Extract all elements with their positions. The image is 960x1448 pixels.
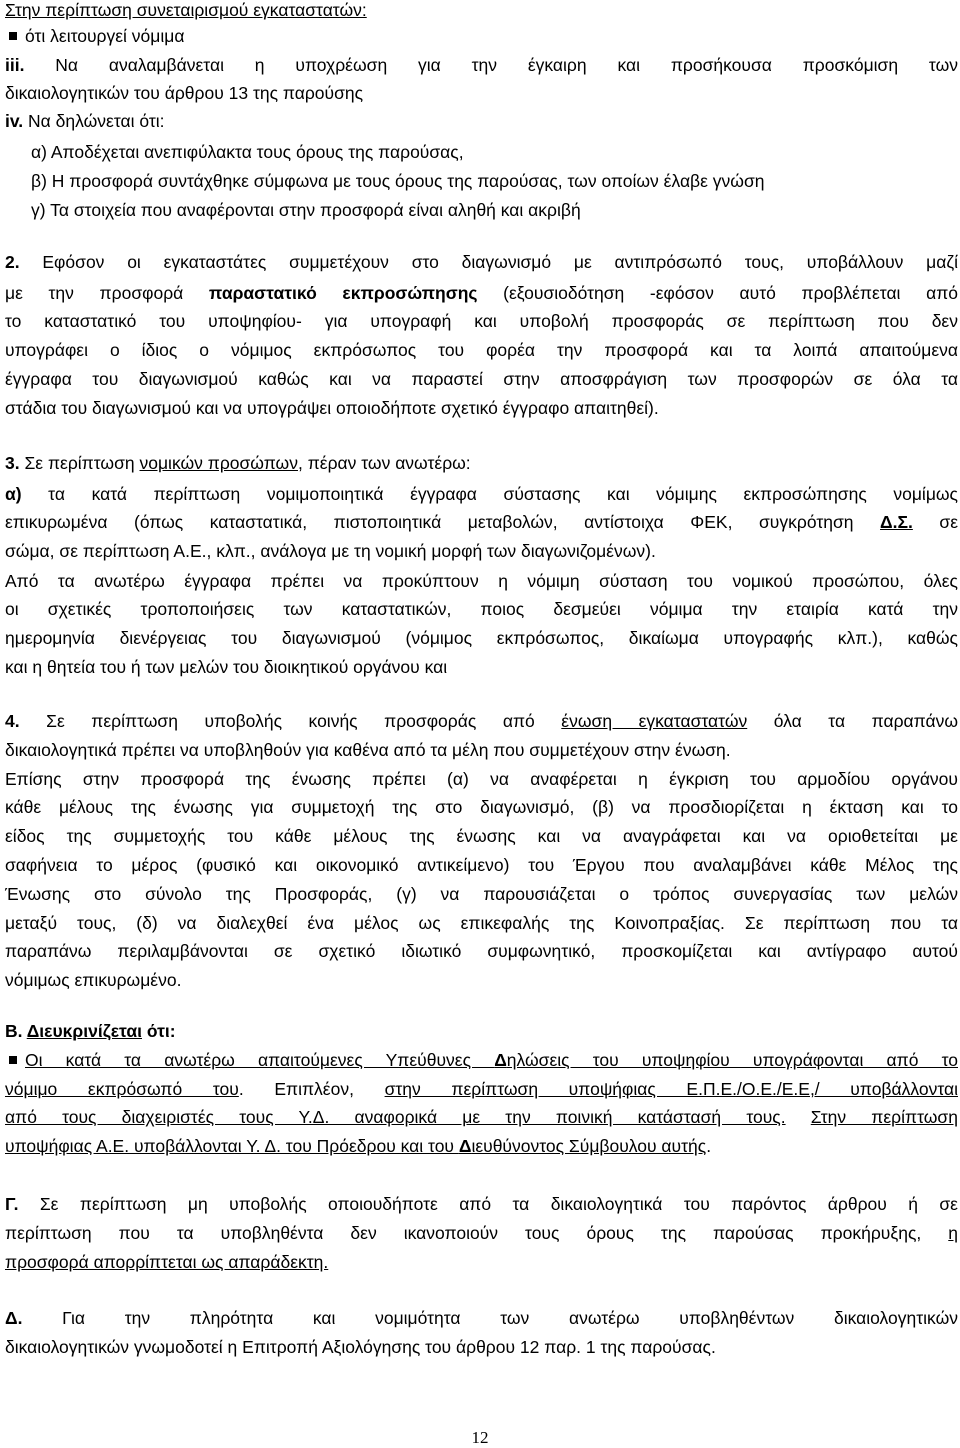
sec4-line-3: Επίσης στην προσφορά της ένωσης πρέπει (α) να αναφέρεται η έγκριση του αρμοδίου οργάνου bbox=[5, 769, 958, 789]
sec3-line-5: Από τα ανωτέρω έγγραφα πρέπει να προκύπτουν η νόμιμη σύσταση του νομικού προσώπου, όλες bbox=[5, 571, 958, 591]
square-bullet-icon bbox=[9, 32, 17, 40]
secG-line-2: περίπτωση που τα υποβληθέντα δεν ικανοποιούν τους όρους της παρούσας προκήρυξης, η bbox=[5, 1223, 958, 1243]
sec4-line-4: κάθε μέλους της ένωσης για συμμετοχή της στο διαγωνισμό, (β) να προσδιορίζεται η έκταση και το bbox=[5, 797, 958, 817]
sec4-line-2: δικαιολογητικά πρέπει να υποβληθούν για καθένα από τα μέλη που συμμετέχουν στην ένωση. bbox=[5, 740, 731, 760]
sec2-line-2: με την προσφορά παραστατικό εκπροσώπησης (εξουσιοδότηση -εφόσον αυτό προβλέπεται από bbox=[5, 283, 959, 303]
secB-heading: Β. Διευκρινίζεται ότι: bbox=[5, 1021, 176, 1041]
iv-item-b: β) Η προσφορά συντάχθηκε σύμφωνα με τους όρους της παρούσας, των οποίων έλαβε γνώση bbox=[31, 171, 765, 191]
sec4-line-1: 4. Σε περίπτωση υποβολής κοινής προσφοράς από ένωση εγκαταστατών όλα τα παραπάνω bbox=[5, 711, 958, 731]
sec3-line-4: σώμα, σε περίπτωση Α.Ε., κλπ., ανάλογα με τη νομική μορφή των διαγωνιζομένων). bbox=[5, 541, 656, 561]
page-number: 12 bbox=[471, 1428, 489, 1447]
iii-line-1: iii. Να αναλαμβάνεται η υποχρέωση για την έγκαιρη και προσήκουσα προσκόμιση των bbox=[5, 55, 958, 75]
iv-line-1: iv. Να δηλώνεται ότι: bbox=[5, 111, 165, 131]
intro-bullet: ότι λειτουργεί νόμιμα bbox=[5, 26, 958, 46]
sec3-line-1: 3. Σε περίπτωση νομικών προσώπων, πέραν των ανωτέρω: bbox=[5, 453, 471, 473]
sec4-line-7: Ένωσης στο σύνολο της Προσφοράς, (γ) να παρουσιάζεται ο τρόπος συνεργασίας των μελών bbox=[5, 884, 958, 904]
iv-item-c: γ) Τα στοιχεία που αναφέρονται στην προσφορά είναι αληθή και ακριβή bbox=[31, 200, 581, 220]
sec2-line-6: στάδια του διαγωνισμού και να υπογράψει οποιοδήποτε σχετικό έγγραφο απαιτηθεί). bbox=[5, 398, 659, 418]
sec2-line-4: υπογράφει ο ίδιος ο νόμιμος εκπρόσωπος του φορέα την προσφορά και τα λοιπά απαιτούμενα bbox=[5, 340, 958, 360]
sec4-line-6: σαφήνεια το μέρος (φυσικό και οικονομικό αντικείμενο) του Έργου που αναλαμβάνει κάθε Μέλος της bbox=[5, 855, 958, 875]
sec4-line-9: παραπάνω περιλαμβάνονται σε σχετικό ιδιωτικό συμφωνητικό, προσκομίζεται και αντίγραφο αυτού bbox=[5, 941, 958, 961]
sec2-line-5: έγγραφα του διαγωνισμού καθώς και να παραστεί στην αποσφράγιση των προσφορών σε όλα τα bbox=[5, 369, 958, 389]
sec3-line-7: ημερομηνία διενέργειας του διαγωνισμού (νόμιμος εκπρόσωπος, δικαίωμα υπογραφής κλπ.), καθώς bbox=[5, 628, 958, 648]
secG-line-3: προσφορά απορρίπτεται ως απαράδεκτη. bbox=[5, 1252, 329, 1272]
square-bullet-icon bbox=[9, 1056, 17, 1064]
secD-line-1: Δ. Για την πληρότητα και νομιμότητα των ανωτέρω υποβληθέντων δικαιολογητικών bbox=[5, 1308, 958, 1328]
sec3-line-8: και η θητεία του ή των μελών του διοικητικού οργάνου και bbox=[5, 657, 448, 677]
sec3-line-6: οι σχετικές τροποποιήσεις των καταστατικών, ποιος δεσμεύει νόμιμα την εταιρία κατά την bbox=[5, 599, 958, 619]
secG-line-1: Γ. Σε περίπτωση μη υποβολής οποιουδήποτε από τα δικαιολογητικά του παρόντος άρθρου ή σε bbox=[5, 1194, 958, 1214]
sec2-line-1: 2. Εφόσον οι εγκαταστάτες συμμετέχουν στο διαγωνισμό με αντιπρόσωπό τους, υποβάλλουν μαζί bbox=[5, 252, 958, 272]
sec3-line-2: α) τα κατά περίπτωση νομιμοποιητικά έγγραφα σύστασης και νόμιμης εκπροσώπησης νομίμως bbox=[5, 484, 958, 504]
sec4-line-5: είδος της συμμετοχής του κάθε μέλους της ένωσης και να αναγράφεται και να οριοθετείται με bbox=[5, 826, 958, 846]
sec4-line-8: μεταξύ τους, (δ) να διαλεχθεί ένα μέλος ως επικεφαλής της Κοινοπραξίας. Σε περίπτωση που τα bbox=[5, 913, 958, 933]
secB-line-2: νόμιμο εκπρόσωπό του. Επιπλέον, στην περίπτωση υποψήφιας Ε.Π.Ε./Ο.Ε./Ε.Ε,/ υποβάλλονται bbox=[5, 1079, 958, 1099]
iv-item-a: α) Αποδέχεται ανεπιφύλακτα τους όρους της παρούσας, bbox=[31, 142, 464, 162]
sec3-line-3: επικυρωμένα (όπως καταστατικά, πιστοποιητικά μεταβολών, αντίστοιχα ΦΕΚ, συγκρότηση Δ.Σ. σε bbox=[5, 512, 959, 532]
secD-line-2: δικαιολογητικών γνωμοδοτεί η Επιτροπή Αξιολόγησης του άρθρου 12 παρ. 1 της παρούσας. bbox=[5, 1337, 716, 1357]
secB-line-1: Οι κατά τα ανωτέρω απαιτούμενες Υπεύθυνες Δηλώσεις του υποψηφίου υπογράφονται από το bbox=[5, 1050, 958, 1070]
iii-line-2: δικαιολογητικών του άρθρου 13 της παρούσης bbox=[5, 83, 364, 103]
secB-line-3: από τους διαχειριστές τους Υ.Δ. αναφορικά με την ποινική κατάστασή τους. Στην περίπτωση bbox=[5, 1107, 958, 1127]
sec2-line-3: το καταστατικό του υποψηφίου- για υπογραφή και υποβολή προσφοράς σε περίπτωση που δεν bbox=[5, 311, 958, 331]
intro-line: Στην περίπτωση συνεταιρισμού εγκαταστατών: bbox=[5, 0, 367, 20]
sec4-line-10: νόμιμως επικυρωμένο. bbox=[5, 970, 182, 990]
secB-line-4: υποψήφιας Α.Ε. υποβάλλονται Υ. Δ. του Πρόεδρου και του Διευθύνοντος Σύμβουλου αυτής. bbox=[5, 1136, 712, 1156]
